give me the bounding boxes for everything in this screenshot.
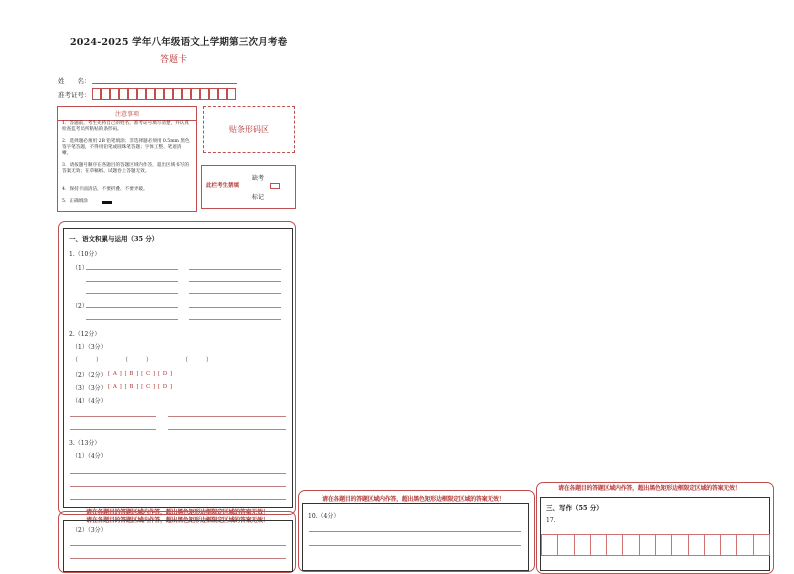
notice-item: 2．选择题必须用 2B 铅笔填涂；非选择题必须用 0.5mm 黑色签字笔答题，不得用铅笔或圆珠笔答题；字体工整、笔迹清晰。: [62, 139, 190, 156]
answer-line[interactable]: [70, 429, 156, 430]
exam-id-label: 准考证号：: [58, 91, 91, 99]
warning-text: 请在各题目的答题区域内作答，超出黑色矩形边框限定区域的答案无效！: [86, 509, 269, 516]
col3-answer-area: [540, 497, 770, 571]
warning-text: 请在各题目的答题区域内作答，超出黑色矩形边框限定区域的答案无效！: [322, 496, 505, 503]
absent-label: 缺考: [252, 175, 265, 182]
q2-3-label: （3）（3分）: [72, 385, 107, 392]
answer-line[interactable]: [86, 281, 178, 282]
q2-4-label: （4）（4分）: [72, 398, 107, 405]
q3-2-label: （2）（3分）: [72, 527, 107, 534]
composition-grid[interactable]: [541, 534, 770, 556]
notice-item: 3．请按题号顺序在各题目的答题区域内作答，超出区域书写的答案无效；在草稿纸、试题卷上答题无效。: [62, 163, 189, 174]
q1-2-label: （2）: [72, 303, 88, 310]
exam-id-field[interactable]: [92, 88, 238, 100]
answer-paren[interactable]: （ ）: [72, 357, 103, 364]
section3-title: 三、写作（55 分）: [546, 504, 603, 512]
answer-line[interactable]: [189, 307, 281, 308]
answer-line[interactable]: [189, 269, 281, 270]
q2-2-label: （2）（2分）: [72, 372, 107, 379]
exam-title: 2024-2025 学年八年级语文上学期第三次月考卷: [70, 37, 288, 48]
answer-line[interactable]: [189, 293, 281, 294]
answer-line[interactable]: [168, 416, 286, 417]
absent-checkbox[interactable]: [270, 183, 280, 189]
answer-line[interactable]: [86, 293, 178, 294]
name-field[interactable]: [92, 83, 237, 84]
q2-label: 2.（12分）: [69, 331, 101, 338]
answer-line[interactable]: [70, 416, 156, 417]
notice-item: 5．正确填涂: [62, 199, 88, 204]
notice-item: 4．保持卡面清洁，不要折叠、不要弄破。: [62, 187, 148, 192]
section1b-answer-area: [63, 520, 293, 572]
q17-label: 17.: [546, 517, 556, 524]
name-label: 姓 名：: [58, 77, 91, 85]
barcode-label: 贴条形码区: [229, 125, 269, 134]
answer-line[interactable]: [70, 486, 286, 487]
section1-answer-area: [63, 228, 293, 508]
section1-title: 一、语文积累与运用（35 分）: [69, 235, 159, 243]
answer-line[interactable]: [189, 319, 281, 320]
q1-1-label: （1）: [72, 265, 88, 272]
answer-line[interactable]: [86, 319, 178, 320]
absent-box: [201, 165, 296, 209]
answer-line[interactable]: [86, 307, 178, 308]
answer-paren[interactable]: （ ）: [122, 357, 153, 364]
answer-sheet-title: 答题卡: [160, 55, 188, 65]
answer-line[interactable]: [70, 558, 286, 559]
absent-mark-label: 标记: [252, 194, 265, 201]
warning-text: 请在各题目的答题区域内作答，超出黑色矩形边框限定区域的答案无效！: [86, 517, 269, 524]
q1-label: 1.（10分）: [69, 251, 101, 258]
answer-line[interactable]: [70, 499, 286, 500]
answer-line[interactable]: [168, 429, 286, 430]
filled-mark-example: [102, 201, 112, 204]
answer-line[interactable]: [309, 545, 521, 546]
col2-answer-area: [302, 503, 529, 571]
answer-line[interactable]: [70, 545, 286, 546]
q10-label: 10.（4分）: [308, 513, 340, 520]
answer-line[interactable]: [86, 269, 178, 270]
q3-1-label: （1）（4分）: [72, 453, 107, 460]
barcode-area: [203, 106, 295, 153]
answer-line[interactable]: [70, 473, 286, 474]
answer-line[interactable]: [189, 281, 281, 282]
notice-item: 1．答题前，考生先将自己的姓名，准考证号填写清楚，并认真检查监考员所粘贴的条形码。: [62, 121, 189, 132]
q3-label: 3.（13分）: [69, 440, 101, 447]
warning-text: 请在各题目的答题区域内作答，超出黑色矩形边框限定区域的答案无效！: [558, 485, 741, 492]
q2-2-options[interactable]: [ A ] [ B ] [ C ] [ D ]: [108, 371, 173, 377]
notice-title: 注意事项: [58, 109, 196, 121]
absent-note: 此栏考生禁填: [206, 183, 240, 189]
q2-1-label: （1）（3分）: [72, 344, 107, 351]
q2-3-options[interactable]: [ A ] [ B ] [ C ] [ D ]: [108, 384, 173, 390]
answer-paren[interactable]: （ ）: [182, 357, 213, 364]
answer-line[interactable]: [309, 531, 521, 532]
notice-box: [57, 106, 197, 212]
